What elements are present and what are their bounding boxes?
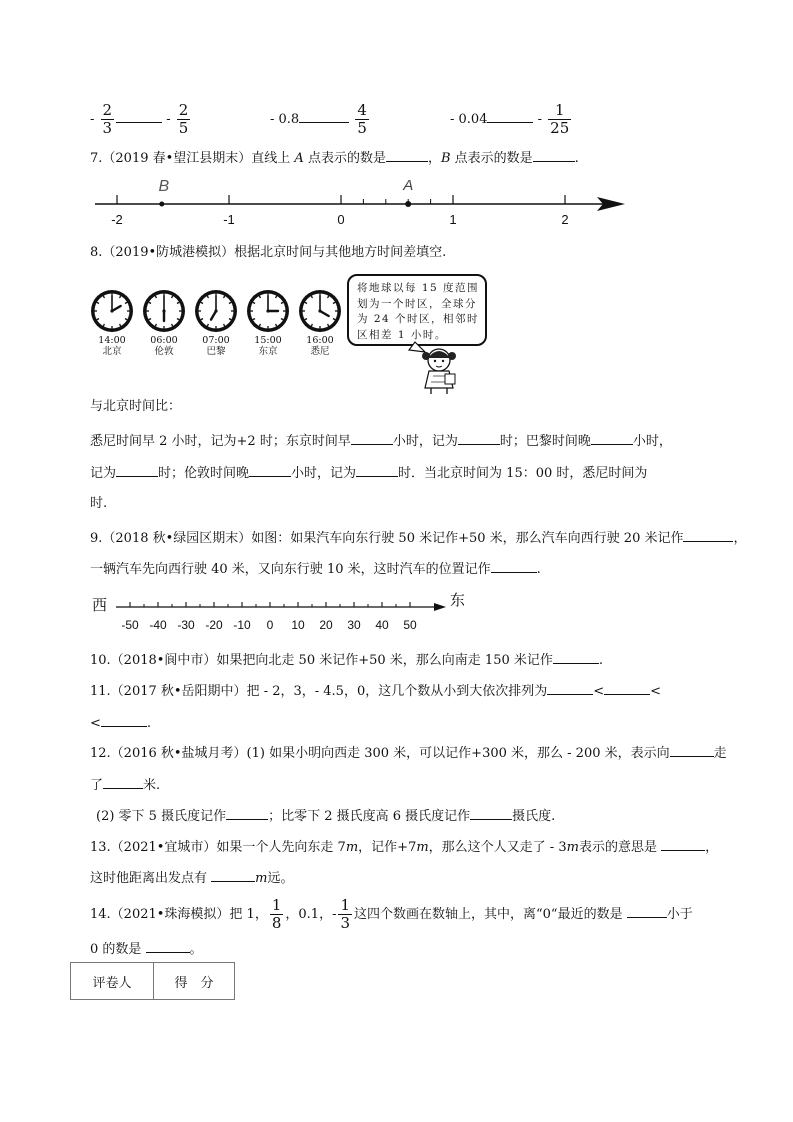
- clock-city: 北京: [102, 346, 122, 357]
- answer-blank[interactable]: [116, 462, 158, 477]
- question-11-line-2: [90, 712, 733, 734]
- tick-label: -40: [149, 618, 167, 632]
- answer-blank[interactable]: [553, 649, 599, 664]
- question-text: 悉尼时间早 2 小时，记为+2 时；东京时间早: [90, 434, 351, 449]
- question-9-line-1: [90, 527, 747, 549]
- question-text: ，: [705, 840, 719, 855]
- q8-line-3: [90, 462, 733, 484]
- unit-m: m: [416, 840, 429, 855]
- question-text: ；比零下 2 摄氏度高 6 摄氏度记作: [268, 809, 471, 824]
- answer-blank[interactable]: [547, 680, 593, 695]
- question-text: 小时，: [632, 434, 672, 449]
- question-text: 点表示的数是: [303, 151, 386, 166]
- clock-icon: [143, 290, 185, 332]
- variable-a: A: [294, 151, 304, 166]
- answer-blank[interactable]: [356, 462, 398, 477]
- clock-city: 东京: [258, 346, 278, 357]
- answer-blank[interactable]: [211, 867, 255, 882]
- question-text: 一辆汽车先向西行驶 40 米，又向东行驶 10 米，这时汽车的位置记作: [90, 562, 491, 577]
- tick-label: 2: [561, 212, 569, 227]
- point-a-label: A: [403, 177, 414, 194]
- answer-blank[interactable]: [101, 712, 147, 727]
- question-text: ，记作+7: [358, 840, 417, 855]
- point-b-label: B: [158, 178, 170, 195]
- question-13-line-1: [90, 836, 733, 858]
- tick-label: 40: [375, 618, 389, 632]
- answer-blank[interactable]: [487, 108, 533, 123]
- less-than-sign: <: [650, 684, 662, 699]
- clock-time: 14:00: [98, 335, 126, 346]
- less-than-sign: <: [593, 684, 605, 699]
- clock-labels: [90, 335, 340, 361]
- fraction: [101, 102, 115, 137]
- answer-blank[interactable]: [533, 147, 575, 162]
- question-text: .: [536, 562, 541, 577]
- tick-label: -20: [205, 618, 223, 632]
- denominator: 5: [357, 119, 367, 137]
- tick-label: 1: [449, 212, 457, 227]
- tick-label: -1: [223, 212, 235, 227]
- unit-m: m: [255, 871, 268, 886]
- answer-blank[interactable]: [591, 430, 633, 445]
- question-text: ，那么这个人又走了 - 3: [428, 840, 567, 855]
- number-line-q9: [90, 590, 466, 638]
- question-text: .: [574, 151, 579, 166]
- denominator: 5: [178, 119, 189, 137]
- tick-label: 10: [291, 618, 305, 632]
- axis-ticks: [117, 195, 565, 204]
- clock-center: [318, 309, 321, 312]
- minus-sign: -: [90, 112, 95, 127]
- compare-item-2: [270, 102, 371, 137]
- q8-line-1: 与北京时间比：: [90, 399, 182, 414]
- decimal-value: - 0.8: [270, 112, 300, 127]
- tick-label: 20: [319, 618, 333, 632]
- question-text: 14.（2021•珠海模拟）把 1，: [90, 907, 268, 922]
- clock-label: [88, 335, 136, 357]
- question-13-line-2: [90, 867, 733, 889]
- question-14-line-2: [90, 938, 733, 960]
- bubble-text: 将地球以每 15 度范围划为一个时区，全球分为 24 个时区，相邻时区相差 1 小时。: [357, 282, 480, 341]
- answer-blank[interactable]: [103, 774, 143, 789]
- question-text: ，: [427, 151, 441, 166]
- tick-label: 50: [403, 618, 417, 632]
- clock-label: [244, 335, 292, 357]
- question-text: ，0.1，-: [285, 907, 337, 922]
- question-14-line-1: [90, 897, 733, 932]
- question-text: 小于: [666, 907, 693, 922]
- answer-blank[interactable]: [249, 462, 291, 477]
- answer-blank[interactable]: [683, 527, 733, 542]
- answer-blank[interactable]: [146, 938, 190, 953]
- clock-center: [162, 309, 165, 312]
- minus-sign: -: [166, 112, 171, 127]
- question-9-line-2: [90, 558, 733, 580]
- question-text: 11.（2017 秋•岳阳期中）把 - 2，3，- 4.5，0，这几个数从小到大依次排列为: [90, 684, 548, 699]
- minus-sign: -: [537, 112, 543, 127]
- arrow-head-icon: [434, 603, 446, 611]
- question-text: 时．当北京时间为 15：00 时，悉尼时间为: [398, 466, 648, 481]
- compare-item-3: [450, 102, 573, 137]
- answer-blank[interactable]: [661, 836, 705, 851]
- denominator: 8: [271, 914, 282, 932]
- question-text: 摄氏度.: [512, 809, 556, 824]
- q8-line-4: 时.: [90, 496, 108, 511]
- clock-city: 悉尼: [310, 346, 330, 357]
- numerator: 1: [271, 896, 282, 914]
- reviewer-cell: 评卷人: [71, 963, 154, 1000]
- clock-center: [266, 309, 269, 312]
- numerator: 2: [178, 101, 189, 119]
- question-text: 时；巴黎时间晚: [499, 434, 591, 449]
- question-text: 13.（2021•宜城市）如果一个人先向东走 7: [90, 840, 346, 855]
- answer-blank[interactable]: [226, 805, 268, 820]
- question-text: 点表示的数是: [450, 151, 533, 166]
- clock-city: 巴黎: [206, 346, 226, 357]
- unit-m: m: [345, 840, 359, 855]
- question-text: 走: [713, 746, 727, 761]
- girl-cartoon-icon: [395, 338, 475, 396]
- answer-blank[interactable]: [116, 108, 162, 123]
- clocks-row: [90, 288, 340, 360]
- answer-blank[interactable]: [604, 680, 650, 695]
- question-text: 记为: [90, 466, 117, 481]
- less-than-sign: <: [90, 716, 101, 731]
- numerator: 2: [102, 101, 113, 119]
- question-text: (2) 零下 5 摄氏度记作: [96, 809, 227, 824]
- question-text: 这时他距离出发点有: [90, 871, 208, 886]
- numerator: 1: [340, 896, 351, 914]
- clock-time: 06:00: [150, 335, 178, 346]
- answer-blank[interactable]: [299, 108, 349, 123]
- answer-blank[interactable]: [458, 430, 500, 445]
- decimal-value: - 0.04: [450, 112, 488, 127]
- clock-faces: [90, 288, 340, 334]
- compare-item-1: [90, 102, 192, 137]
- fraction: [355, 102, 369, 137]
- speech-bubble: [347, 274, 487, 346]
- point-a: [405, 201, 411, 207]
- unit-m: m: [566, 840, 579, 855]
- question-text: 小时，记为: [291, 466, 357, 481]
- clock-time: 15:00: [254, 335, 282, 346]
- question-text: 米.: [143, 778, 161, 793]
- question-12-line-2: [90, 774, 733, 796]
- question-text: 小时，记为: [392, 434, 458, 449]
- question-text: 这四个数画在数轴上，其中，离“0“最近的数是: [354, 907, 623, 922]
- axis-ticks: [130, 602, 410, 607]
- question-text: 时；伦敦时间晚: [158, 466, 250, 481]
- answer-blank[interactable]: [351, 430, 393, 445]
- fraction: [177, 102, 191, 137]
- answer-blank[interactable]: [386, 147, 428, 162]
- clock-time: 16:00: [306, 335, 334, 346]
- fraction: [548, 102, 571, 137]
- question-text: 9.（2018 秋•绿园区期末）如图：如果汽车向东行驶 50 米记作+50 米，那么汽车向西行驶 20 米记作: [90, 531, 684, 546]
- question-10: [90, 649, 733, 671]
- q8-line-2: [90, 430, 733, 452]
- point-b: [159, 202, 164, 207]
- clock-label: [140, 335, 188, 357]
- answer-blank[interactable]: [627, 903, 667, 918]
- question-8-title: 8.（2019•防城港模拟）根据北京时间与其他地方时间差填空.: [90, 245, 447, 260]
- clock-icon: [299, 290, 341, 332]
- answer-blank[interactable]: [491, 558, 537, 573]
- clock-center: [110, 309, 113, 312]
- denominator: 25: [550, 119, 570, 137]
- denominator: 3: [102, 119, 113, 137]
- question-text: .: [146, 716, 152, 731]
- question-text: 表示的意思是: [578, 840, 657, 855]
- tick-label: -2: [111, 212, 123, 227]
- question-text: ，: [733, 531, 747, 546]
- question-text: .: [598, 653, 604, 668]
- question-text: 。: [189, 942, 203, 957]
- numerator: 4: [357, 101, 367, 119]
- clock-time: 07:00: [202, 335, 230, 346]
- denominator: 3: [340, 914, 351, 932]
- tick-label: -10: [233, 618, 251, 632]
- question-12-line-3: [96, 805, 733, 827]
- clock-center: [214, 309, 217, 312]
- score-table: [70, 962, 235, 1000]
- tick-label: -30: [177, 618, 195, 632]
- clock-icon: [91, 290, 133, 332]
- question-text: 0 的数是: [90, 942, 142, 957]
- clock-city: 伦敦: [154, 346, 174, 357]
- tick-label: 0: [266, 618, 274, 632]
- question-text: 远。: [267, 871, 294, 886]
- clock-label: [192, 335, 240, 357]
- question-text: 10.（2018•阆中市）如果把向北走 50 米记作+50 米，那么向南走 150 米记作: [90, 653, 553, 668]
- question-7: [90, 147, 733, 169]
- number-line-q7: [85, 172, 635, 232]
- clock-label: [296, 335, 344, 357]
- clock-icon: [195, 290, 237, 332]
- tick-label: 0: [337, 212, 345, 227]
- clock-icon: [247, 290, 289, 332]
- answer-blank[interactable]: [470, 805, 512, 820]
- axis-tick-labels: [111, 212, 568, 227]
- question-12-line-1: [90, 742, 733, 764]
- fraction: [270, 897, 284, 932]
- answer-blank[interactable]: [670, 742, 714, 757]
- numerator: 1: [548, 102, 571, 120]
- variable-b: B: [440, 151, 451, 166]
- question-text: 7.（2019 春•望江县期末）直线上: [90, 151, 295, 166]
- axis-tick-labels: [121, 618, 417, 632]
- east-label: 东: [450, 591, 466, 609]
- west-label: 西: [92, 596, 108, 614]
- question-text: 12.（2016 秋•盐城月考）(1) 如果小明向西走 300 米，可以记作+300 米，那么 - 200 米，表示向: [90, 746, 670, 761]
- question-11-line-1: [90, 680, 733, 702]
- question-text: 了: [90, 778, 104, 793]
- fraction: [338, 897, 352, 932]
- tick-label: 30: [347, 618, 361, 632]
- score-cell[interactable]: 得 分: [154, 963, 235, 1000]
- tick-label: -50: [121, 618, 139, 632]
